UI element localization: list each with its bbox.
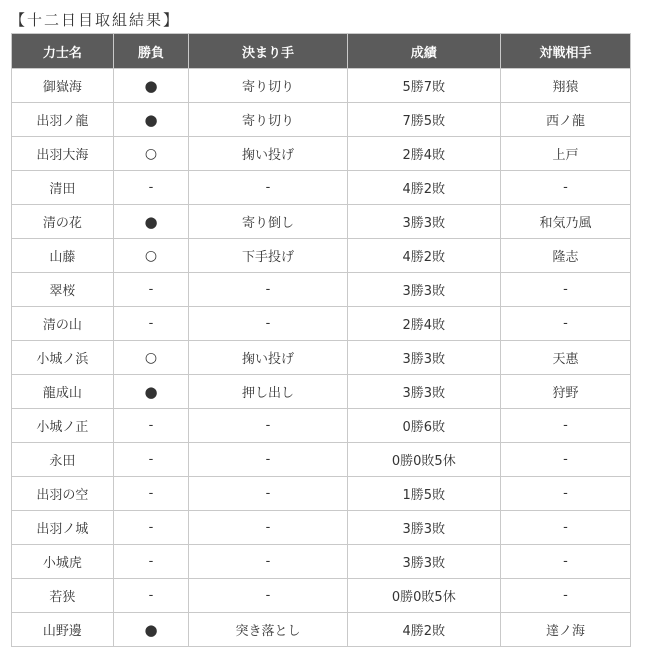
result-cell: ● bbox=[113, 613, 189, 647]
table-header bbox=[12, 34, 631, 69]
kimarite-cell: - bbox=[189, 511, 347, 545]
opponent-cell: 西ノ龍 bbox=[500, 103, 630, 137]
opponent-cell: 達ノ海 bbox=[500, 613, 630, 647]
opponent-cell: 隆志 bbox=[500, 239, 630, 273]
table-row bbox=[12, 103, 631, 137]
opponent-cell: - bbox=[500, 477, 630, 511]
record-cell: 3勝3敗 bbox=[347, 273, 500, 307]
rikishi-name-cell: 出羽の空 bbox=[12, 477, 114, 511]
kimarite-cell: - bbox=[189, 273, 347, 307]
table-row bbox=[12, 273, 631, 307]
table-row bbox=[12, 579, 631, 613]
result-cell: ○ bbox=[113, 341, 189, 375]
opponent-cell: 天惠 bbox=[500, 341, 630, 375]
record-cell: 0勝6敗 bbox=[347, 409, 500, 443]
rikishi-name-cell: 清の山 bbox=[12, 307, 114, 341]
kimarite-cell: 寄り切り bbox=[189, 103, 347, 137]
opponent-cell: 和気乃風 bbox=[500, 205, 630, 239]
table-row bbox=[12, 477, 631, 511]
page-title: 【十二日目取組結果】 bbox=[10, 11, 181, 29]
kimarite-cell: - bbox=[189, 545, 347, 579]
table-row bbox=[12, 545, 631, 579]
table-row bbox=[12, 443, 631, 477]
result-cell: - bbox=[113, 273, 189, 307]
kimarite-cell: - bbox=[189, 307, 347, 341]
header-row bbox=[12, 34, 631, 69]
result-cell: - bbox=[113, 307, 189, 341]
opponent-cell: - bbox=[500, 443, 630, 477]
rikishi-name-cell: 永田 bbox=[12, 443, 114, 477]
record-cell: 5勝7敗 bbox=[347, 69, 500, 103]
column-header-kimarite: 決まり手 bbox=[189, 34, 347, 69]
result-cell: - bbox=[113, 477, 189, 511]
rikishi-name-cell: 小城ノ正 bbox=[12, 409, 114, 443]
record-cell: 0勝0敗5休 bbox=[347, 579, 500, 613]
opponent-cell: - bbox=[500, 409, 630, 443]
column-header-result: 勝負 bbox=[113, 34, 189, 69]
opponent-cell: 翔猿 bbox=[500, 69, 630, 103]
rikishi-name-cell: 小城ノ浜 bbox=[12, 341, 114, 375]
rikishi-name-cell: 翠桜 bbox=[12, 273, 114, 307]
kimarite-cell: - bbox=[189, 477, 347, 511]
table-row bbox=[12, 239, 631, 273]
opponent-cell: - bbox=[500, 579, 630, 613]
table-row bbox=[12, 307, 631, 341]
column-header-rikishi: 力士名 bbox=[12, 34, 114, 69]
kimarite-cell: 掬い投げ bbox=[189, 137, 347, 171]
opponent-cell: 狩野 bbox=[500, 375, 630, 409]
record-cell: 3勝3敗 bbox=[347, 545, 500, 579]
table-row bbox=[12, 205, 631, 239]
kimarite-cell: 押し出し bbox=[189, 375, 347, 409]
record-cell: 0勝0敗5休 bbox=[347, 443, 500, 477]
kimarite-cell: - bbox=[189, 171, 347, 205]
result-cell: ● bbox=[113, 103, 189, 137]
rikishi-name-cell: 出羽ノ龍 bbox=[12, 103, 114, 137]
record-cell: 7勝5敗 bbox=[347, 103, 500, 137]
record-cell: 1勝5敗 bbox=[347, 477, 500, 511]
table-row bbox=[12, 137, 631, 171]
table-row bbox=[12, 341, 631, 375]
opponent-cell: - bbox=[500, 307, 630, 341]
kimarite-cell: 下手投げ bbox=[189, 239, 347, 273]
rikishi-name-cell: 山藤 bbox=[12, 239, 114, 273]
rikishi-name-cell: 清田 bbox=[12, 171, 114, 205]
result-cell: ○ bbox=[113, 137, 189, 171]
kimarite-cell: - bbox=[189, 579, 347, 613]
table-row bbox=[12, 171, 631, 205]
opponent-cell: - bbox=[500, 273, 630, 307]
table-body bbox=[12, 69, 631, 647]
result-cell: ● bbox=[113, 205, 189, 239]
record-cell: 3勝3敗 bbox=[347, 341, 500, 375]
result-cell: - bbox=[113, 545, 189, 579]
column-header-opponent: 対戦相手 bbox=[500, 34, 630, 69]
table-row bbox=[12, 409, 631, 443]
table-row bbox=[12, 69, 631, 103]
rikishi-name-cell: 若狭 bbox=[12, 579, 114, 613]
rikishi-name-cell: 出羽ノ城 bbox=[12, 511, 114, 545]
column-header-record: 成績 bbox=[347, 34, 500, 69]
result-cell: - bbox=[113, 409, 189, 443]
record-cell: 2勝4敗 bbox=[347, 137, 500, 171]
rikishi-name-cell: 清の花 bbox=[12, 205, 114, 239]
record-cell: 4勝2敗 bbox=[347, 171, 500, 205]
table-row bbox=[12, 511, 631, 545]
result-cell: - bbox=[113, 443, 189, 477]
result-cell: - bbox=[113, 579, 189, 613]
result-cell: ● bbox=[113, 69, 189, 103]
opponent-cell: 上戸 bbox=[500, 137, 630, 171]
kimarite-cell: 掬い投げ bbox=[189, 341, 347, 375]
kimarite-cell: - bbox=[189, 409, 347, 443]
rikishi-name-cell: 龍成山 bbox=[12, 375, 114, 409]
table-row bbox=[12, 613, 631, 647]
result-cell: - bbox=[113, 171, 189, 205]
opponent-cell: - bbox=[500, 171, 630, 205]
result-cell: ● bbox=[113, 375, 189, 409]
record-cell: 4勝2敗 bbox=[347, 613, 500, 647]
record-cell: 4勝2敗 bbox=[347, 239, 500, 273]
opponent-cell: - bbox=[500, 511, 630, 545]
kimarite-cell: 寄り切り bbox=[189, 69, 347, 103]
rikishi-name-cell: 出羽大海 bbox=[12, 137, 114, 171]
kimarite-cell: - bbox=[189, 443, 347, 477]
kimarite-cell: 寄り倒し bbox=[189, 205, 347, 239]
kimarite-cell: 突き落とし bbox=[189, 613, 347, 647]
result-cell: ○ bbox=[113, 239, 189, 273]
record-cell: 3勝3敗 bbox=[347, 205, 500, 239]
opponent-cell: - bbox=[500, 545, 630, 579]
rikishi-name-cell: 御嶽海 bbox=[12, 69, 114, 103]
rikishi-name-cell: 山野邊 bbox=[12, 613, 114, 647]
record-cell: 3勝3敗 bbox=[347, 511, 500, 545]
table-row bbox=[12, 375, 631, 409]
result-cell: - bbox=[113, 511, 189, 545]
results-table bbox=[11, 33, 631, 647]
record-cell: 3勝3敗 bbox=[347, 375, 500, 409]
record-cell: 2勝4敗 bbox=[347, 307, 500, 341]
rikishi-name-cell: 小城虎 bbox=[12, 545, 114, 579]
